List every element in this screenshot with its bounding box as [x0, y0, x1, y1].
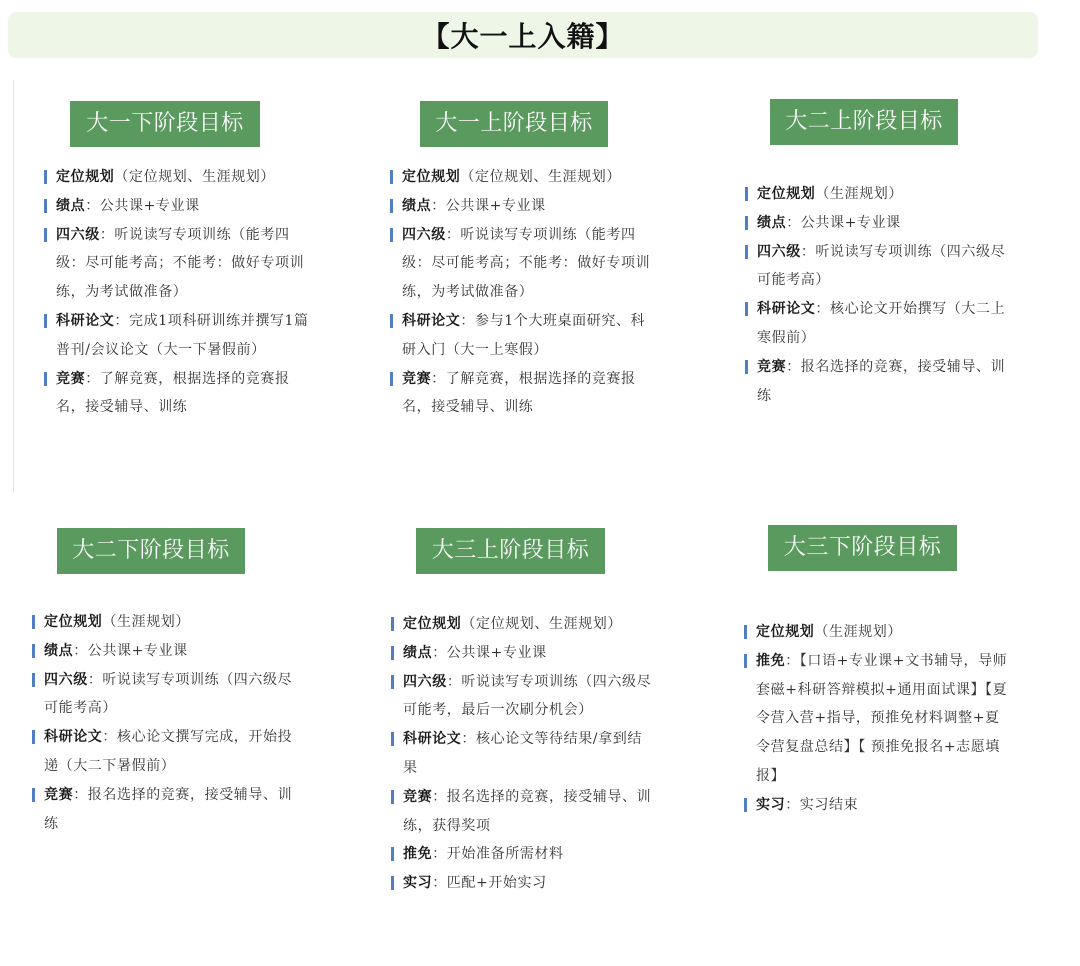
goal-item — [744, 791, 1014, 820]
goal-label: 实习 — [403, 875, 433, 892]
goal-label: 定位规划 — [402, 169, 461, 185]
goal-text: ：听说读写专项训练（四六级尽可能考，最后一次刷分机会） — [403, 673, 652, 719]
goal-label: 定位规划 — [757, 186, 816, 202]
bullet-bar-icon — [44, 228, 47, 242]
goal-label: 竞赛 — [402, 370, 432, 387]
goal-item — [32, 608, 297, 637]
goal-text: ：了解竞赛，根据选择的竞赛报名，接受辅导、训练 — [56, 370, 290, 416]
bullet-bar-icon — [391, 675, 394, 689]
goal-text: ：听说读写专项训练（四六级尽可能考高） — [44, 671, 293, 717]
goal-label: 实习 — [756, 796, 786, 813]
goal-item — [32, 666, 297, 724]
goal-text: ：听说读写专项训练（能考四级：尽可能考高；不能考：做好专项训练，为考试做准备） — [56, 226, 305, 301]
stage-heading: 大三上阶段目标 — [416, 528, 605, 574]
bullet-bar-icon — [391, 617, 394, 631]
goal-item — [44, 307, 312, 365]
bullet-bar-icon — [744, 654, 747, 668]
goal-item — [745, 238, 1010, 296]
goal-item — [391, 639, 656, 668]
goal-label: 绩点 — [403, 644, 433, 661]
bullet-bar-icon — [44, 372, 47, 386]
goal-item — [391, 840, 656, 869]
goal-list — [390, 163, 658, 422]
bullet-bar-icon — [32, 615, 35, 629]
goal-item — [390, 307, 658, 365]
goal-list — [44, 163, 312, 422]
goal-text: ：公共课+专业课 — [85, 197, 200, 214]
goal-item — [391, 869, 656, 898]
goal-item — [390, 365, 658, 423]
goal-label: 四六级 — [44, 671, 88, 688]
bullet-bar-icon — [390, 199, 393, 213]
goal-text: ：核心论文撰写完成，开始投递（大二下暑假前） — [44, 729, 293, 774]
goal-label: 四六级 — [403, 673, 447, 690]
goal-label: 定位规划 — [403, 616, 462, 632]
bullet-bar-icon — [745, 360, 748, 374]
bullet-bar-icon — [390, 372, 393, 386]
bullet-bar-icon — [32, 644, 35, 658]
goal-text: （生涯规划） — [102, 614, 191, 630]
goal-item — [391, 783, 656, 841]
goal-item — [390, 192, 658, 221]
goal-text: ：完成1项科研训练并撰写1篇普刊/会议论文（大一下暑假前） — [56, 312, 309, 358]
goal-label: 科研论文 — [402, 312, 461, 329]
bullet-bar-icon — [44, 314, 47, 328]
goal-label: 科研论文 — [403, 731, 462, 748]
goal-label: 绩点 — [402, 197, 432, 214]
goal-text: ：公共课+专业课 — [432, 644, 547, 661]
bullet-bar-icon — [391, 790, 394, 804]
goal-text: ：参与1个大班桌面研究、科研入门（大一上寒假） — [402, 312, 646, 358]
goal-item — [32, 781, 297, 839]
goal-item — [745, 353, 1010, 411]
bullet-bar-icon — [390, 314, 393, 328]
goal-item — [44, 221, 312, 307]
stage-heading: 大一下阶段目标 — [70, 101, 260, 147]
goal-text: ：公共课+专业课 — [73, 642, 188, 659]
goal-item — [744, 647, 1014, 791]
goal-item — [44, 365, 312, 423]
goal-list — [744, 618, 1014, 820]
goal-text: ：公共课+专业课 — [786, 214, 901, 231]
bullet-bar-icon — [32, 673, 35, 687]
stage-heading: 大三下阶段目标 — [768, 525, 957, 571]
goal-item — [391, 725, 656, 783]
goal-item — [391, 610, 656, 639]
bullet-bar-icon — [391, 847, 394, 861]
bullet-bar-icon — [745, 187, 748, 201]
goal-label: 定位规划 — [44, 614, 103, 630]
goal-label: 竞赛 — [403, 788, 433, 805]
divider — [13, 80, 14, 492]
goal-list — [391, 610, 656, 898]
goal-item — [390, 221, 658, 307]
goal-label: 科研论文 — [44, 729, 103, 746]
bullet-bar-icon — [390, 228, 393, 242]
goal-text: ：匹配+开始实习 — [432, 875, 547, 892]
goal-label: 竞赛 — [56, 370, 86, 387]
bullet-bar-icon — [391, 732, 394, 746]
goal-label: 科研论文 — [56, 312, 115, 329]
stage-heading: 大一上阶段目标 — [420, 101, 608, 147]
goal-label: 推免 — [403, 846, 433, 863]
page-title: 【大一上入籍】 — [421, 20, 625, 53]
goal-label: 竞赛 — [44, 786, 74, 803]
bullet-bar-icon — [44, 170, 47, 184]
goal-item — [44, 192, 312, 221]
goal-label: 绩点 — [44, 642, 74, 659]
bullet-bar-icon — [745, 245, 748, 259]
goal-item — [744, 618, 1014, 647]
goal-text: ：听说读写专项训练（四六级尽可能考高） — [757, 243, 1006, 289]
stage-heading: 大二下阶段目标 — [57, 528, 245, 574]
bullet-bar-icon — [744, 798, 747, 812]
goal-label: 定位规划 — [756, 624, 815, 640]
goal-text: ：实习结束 — [785, 796, 859, 813]
goal-text: ：核心论文开始撰写（大二上寒假前） — [757, 301, 1006, 346]
goal-label: 绩点 — [757, 214, 787, 231]
goal-text: ：核心论文等待结果/拿到结果 — [403, 731, 642, 776]
goal-item — [390, 163, 658, 192]
goal-label: 定位规划 — [56, 169, 115, 185]
goal-item — [745, 180, 1010, 209]
goal-label: 科研论文 — [757, 301, 816, 318]
title-banner — [8, 12, 1038, 58]
goal-text: ：【口语+专业课+文书辅导，导师套磁+科研答辩模拟+通用面试课】【夏令营入营+指导，预推免材料调整+夏令营复盘总结】【 预推免报名+志愿填报】 — [756, 652, 1008, 784]
goal-label: 竞赛 — [757, 358, 787, 375]
goal-label: 绩点 — [56, 197, 86, 214]
bullet-bar-icon — [32, 730, 35, 744]
goal-text: ：报名选择的竞赛，接受辅导、训练 — [44, 786, 293, 832]
bullet-bar-icon — [391, 646, 394, 660]
goal-text: （生涯规划） — [814, 624, 903, 640]
goal-item — [44, 163, 312, 192]
goal-text: ：报名选择的竞赛，接受辅导、训练，获得奖项 — [403, 788, 652, 834]
goal-text: （定位规划、生涯规划） — [461, 616, 623, 632]
goal-item — [32, 723, 297, 781]
goal-item — [745, 295, 1010, 353]
goal-label: 推免 — [756, 652, 786, 669]
goal-item — [745, 209, 1010, 238]
bullet-bar-icon — [745, 216, 748, 230]
bullet-bar-icon — [390, 170, 393, 184]
goal-text: ：听说读写专项训练（能考四级：尽可能考高；不能考：做好专项训练，为考试做准备） — [402, 226, 651, 301]
bullet-bar-icon — [745, 302, 748, 316]
goal-list — [32, 608, 297, 838]
goal-text: ：公共课+专业课 — [431, 197, 546, 214]
bullet-bar-icon — [32, 788, 35, 802]
goal-text: ：开始准备所需材料 — [432, 846, 564, 863]
bullet-bar-icon — [744, 625, 747, 639]
goal-item — [32, 637, 297, 666]
goal-label: 四六级 — [757, 243, 801, 260]
stage-heading: 大二上阶段目标 — [770, 99, 958, 145]
goal-label: 四六级 — [402, 226, 446, 243]
goal-list — [745, 180, 1010, 410]
goal-text: （定位规划、生涯规划） — [460, 169, 622, 185]
goal-text: ：报名选择的竞赛，接受辅导、训练 — [757, 358, 1006, 404]
goal-text: （生涯规划） — [815, 186, 904, 202]
goal-text: ：了解竞赛，根据选择的竞赛报名，接受辅导、训练 — [402, 370, 636, 416]
goal-item — [391, 668, 656, 726]
goal-label: 四六级 — [56, 226, 100, 243]
goal-text: （定位规划、生涯规划） — [114, 169, 276, 185]
bullet-bar-icon — [44, 199, 47, 213]
bullet-bar-icon — [391, 876, 394, 890]
